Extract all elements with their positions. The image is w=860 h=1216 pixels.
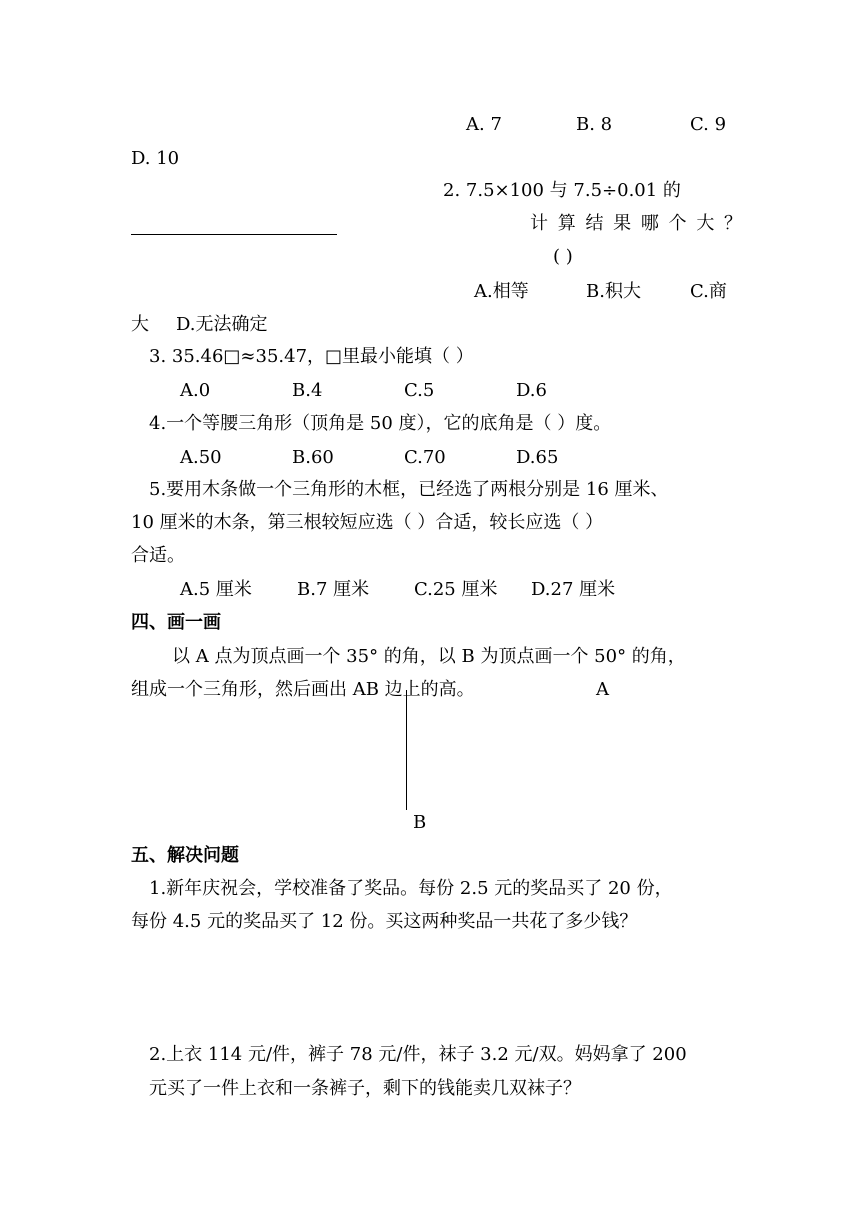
point-a-label: A — [596, 679, 609, 700]
q3-option-c: C.5 — [404, 380, 435, 401]
q2-stem-line1: 2. 7.5×100 与 7.5÷0.01 的 — [443, 180, 681, 201]
q3-option-a: A.0 — [180, 380, 211, 401]
q3-stem: 3. 35.46□≈35.47，□里最小能填（ ） — [149, 346, 474, 367]
q5-option-b: B.7 厘米 — [297, 579, 370, 600]
q1-option-a: A. 7 — [466, 114, 502, 135]
q1-option-d: D. 10 — [131, 148, 180, 169]
section4-instruction-line1: 以 A 点为顶点画一个 35° 的角，以 B 为顶点画一个 50° 的角， — [172, 646, 686, 667]
q3-option-b: B.4 — [292, 380, 323, 401]
q2-answer-paren: ( ) — [553, 246, 573, 267]
segment-ab — [406, 690, 407, 810]
blank-underline — [131, 234, 337, 235]
q4-option-c: C.70 — [404, 447, 446, 468]
q2-option-a: A.相等 — [474, 281, 529, 302]
q1-option-c: C. 9 — [690, 114, 727, 135]
q5-stem-line1: 5.要用木条做一个三角形的木框，已经选了两根分别是 16 厘米、 — [149, 479, 669, 500]
q5-stem-line2: 10 厘米的木条，第三根较短应选（ ）合适，较长应选（ ） — [131, 512, 604, 533]
q5-option-a: A.5 厘米 — [180, 579, 252, 600]
q5-option-d: D.27 厘米 — [531, 579, 616, 600]
q1-option-b: B. 8 — [576, 114, 613, 135]
q4-option-a: A.50 — [180, 447, 222, 468]
q5-option-c: C.25 厘米 — [414, 579, 498, 600]
section4-instruction-line2: 组成一个三角形，然后画出 AB 边上的高。 — [131, 679, 475, 700]
q3-option-d: D.6 — [516, 380, 547, 401]
section4-heading: 四、画一画 — [131, 612, 221, 633]
q2-option-c: C.商 — [690, 281, 727, 302]
point-b-label: B — [413, 812, 427, 833]
problem1-line2: 每份 4.5 元的奖品买了 12 份。买这两种奖品一共花了多少钱？ — [131, 911, 638, 932]
q5-stem-line3: 合适。 — [131, 545, 185, 566]
q2-option-b: B.积大 — [586, 281, 641, 302]
problem1-line1: 1.新年庆祝会，学校准备了奖品。每份 2.5 元的奖品买了 20 份， — [149, 878, 673, 899]
problem2-line2: 元买了一件上衣和一条裤子，剩下的钱能卖几双袜子？ — [149, 1078, 581, 1099]
q4-option-d: D.65 — [516, 447, 559, 468]
q4-option-b: B.60 — [292, 447, 334, 468]
q2-option-d: D.无法确定 — [176, 314, 268, 335]
q2-stem-line2: 计 算 结 果 哪 个 大 ？ — [530, 213, 745, 234]
q4-stem: 4.一个等腰三角形（顶角是 50 度），它的底角是（ ）度。 — [149, 413, 612, 434]
section5-heading: 五、解决问题 — [131, 845, 239, 866]
problem2-line1: 2.上衣 114 元/件，裤子 78 元/件，袜子 3.2 元/双。妈妈拿了 200 — [149, 1044, 687, 1065]
q2-option-c-cont: 大 — [131, 314, 149, 335]
